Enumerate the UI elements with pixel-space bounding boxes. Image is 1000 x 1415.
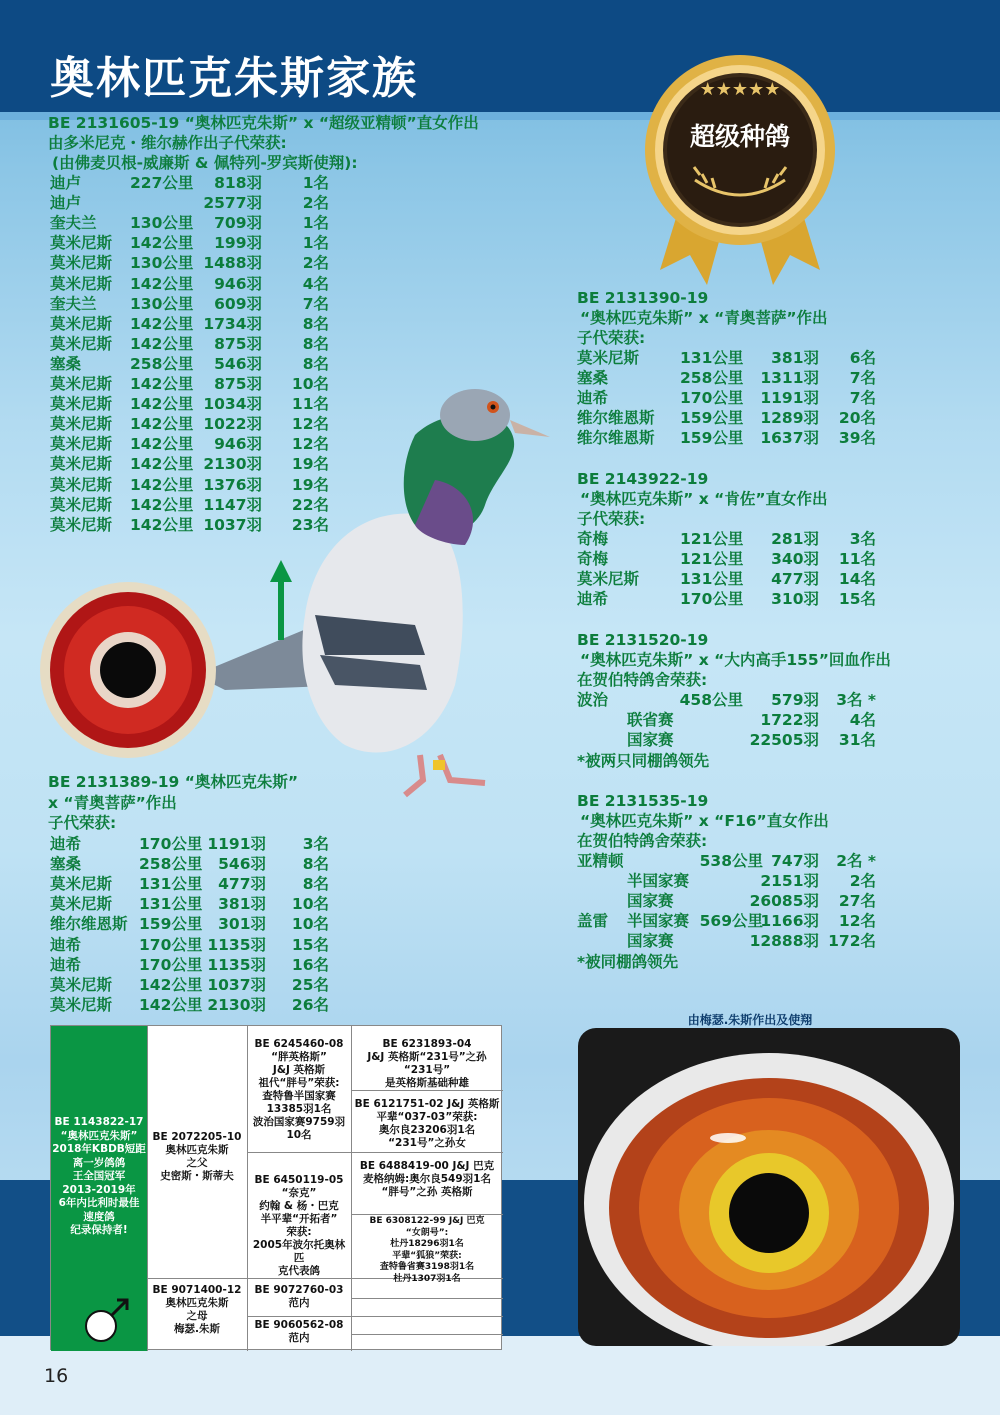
pedigree-line: BE 6450119-05 [254,1174,344,1186]
pedigree-line: BE 6488419-00 J&J 巴克 [359,1160,495,1172]
block1-cell: 19名 [291,455,329,474]
block1-cell: 迪卢 [50,194,82,213]
block5-heading: BE 2131535-19 [577,792,709,810]
block2-cell: 7名 [849,369,876,388]
block5-cell: 亚精顿 [577,852,624,870]
block1-cell: 1376羽 [203,475,262,494]
block1-subheading: 由多米尼克・维尔赫作出子代荣获: [48,134,287,152]
pedigree-sire-sire [249,1038,349,1142]
pedigree-sire [149,1131,245,1183]
block6-cell: 15名 [291,935,329,954]
pedigree-line: BE 9060562-08 [254,1319,344,1331]
block1-cell: 130公里 [130,294,194,313]
block1-cell: 4名 [302,274,329,293]
block2-cell: 381羽 [771,349,819,367]
block1-cell: 1022羽 [203,415,262,434]
block5-cell: 半国家赛 [627,912,690,931]
pedigree-line: 平辈“狐狼”荣获: [392,1250,462,1261]
block6-cell: 1191羽 [207,835,266,853]
block3-cell: 477羽 [771,570,819,589]
svg-text:★★★★★: ★★★★★ [699,79,781,100]
block6-cell: 131公里 [139,875,203,894]
block1-cell: 227公里 [130,174,194,192]
page-number: 16 [44,1365,69,1387]
block1-cell: 142公里 [130,334,194,353]
block1-cell: 8名 [302,354,329,373]
block5-cell: 盖雷 [577,912,609,931]
pedigree-line: 克代表鸽 [278,1265,320,1277]
block6-cell: 258公里 [139,855,203,874]
block1-cell: 7名 [302,294,329,313]
block3-cell: 170公里 [680,590,744,609]
block2-cell: 维尔维恩斯 [577,429,655,448]
pedigree-line: 2018年KBDB短距 [52,1143,146,1155]
block1-row [0,314,1000,334]
block1-cell: 莫米尼斯 [50,435,113,454]
block6-cell: 477羽 [218,875,266,894]
pedigree-line: 6年内比利时最佳 [58,1197,140,1209]
block2-cell: 1191羽 [760,389,819,408]
block6-cell: 142公里 [139,975,203,994]
block1-cell: 塞桑 [50,354,82,373]
block6-row [0,935,1000,955]
pedigree-line: 之父 [186,1157,208,1169]
block1-cell: 142公里 [130,375,194,393]
block1-cell: 142公里 [130,395,194,414]
block6-heading: BE 2131389-19 “奥林匹克朱斯” [48,773,299,791]
block1-row [0,475,1000,495]
block1-row [0,294,1000,314]
block1-cell: 1734羽 [203,314,262,333]
pedigree-line: “231号” [403,1064,451,1076]
block1-cell: 142公里 [130,314,194,333]
block1-cell: 19名 [291,475,329,494]
block1-cell: 莫米尼斯 [50,314,113,333]
block1-cell: 莫米尼斯 [50,415,113,434]
block3-subheading: “奥林匹克朱斯” x “肯佐”直女作出 [580,490,828,508]
block1-cell: 946羽 [214,274,262,293]
block2-cell: 39名 [838,429,876,448]
block4-row [0,690,1000,710]
block2-cell: 159公里 [680,429,744,448]
block1-cell: 莫米尼斯 [50,234,113,253]
block3-cell: 131公里 [680,570,744,589]
block3-cell: 15名 [838,590,876,609]
block6-cell: 170公里 [139,935,203,954]
pedigree-line: BE 2072205-10 [152,1131,242,1143]
block3-cell: 3名 [849,530,876,548]
pedigree-line: 平辈“037-03”荣获: [376,1111,478,1123]
block5-cell: 27名 [838,892,876,911]
block1-cell: 2名 [302,194,329,213]
pedigree-line: 杜丹1307羽1名 [393,1273,461,1284]
block2-row [0,348,1000,368]
block3-cell: 14名 [838,570,876,589]
pedigree-line: BE 9071400-12 [152,1284,242,1296]
block2-cell: 莫米尼斯 [577,349,640,367]
pedigree-line: 杜丹18296羽1名 [390,1239,464,1249]
pedigree-line: 祖代“胖号”荣获: [258,1077,340,1089]
pedigree-line: BE 6121751-02 J&J 英格斯 [354,1098,500,1110]
block6-cell: 159公里 [139,915,203,934]
block3-cell: 310羽 [771,590,819,609]
block1-cell: 2130羽 [203,455,262,474]
block6-cell: 142公里 [139,995,203,1014]
block3-cell: 121公里 [680,530,744,548]
block1-cell: 莫米尼斯 [50,254,113,273]
block5-cell: 国家赛 [627,892,674,911]
block1-cell: 2577羽 [203,194,262,213]
block1-cell: 莫米尼斯 [50,375,113,393]
block1-cell: 875羽 [214,375,262,393]
pedigree-line: 速度鸽 [83,1210,115,1223]
block5-cell: 26085羽 [749,892,819,911]
block6-cell: 301羽 [218,915,266,934]
pedigree-subject [51,1116,147,1238]
pedigree-line: “胖英格斯” [271,1051,327,1063]
block4-cell: 国家赛 [627,731,674,750]
block5-cell: 12名 [838,912,876,931]
block1-cell: 1488羽 [203,254,262,273]
block1-cell: 莫米尼斯 [50,395,113,414]
block4-cell: 4名 [849,711,876,730]
block1-row [0,454,1000,474]
block1-cell: 130公里 [130,214,194,233]
block5-cell: 747羽 [771,852,819,870]
block6-row [0,834,1000,854]
eye-closeup-photo-large [578,1028,960,1346]
pedigree-line: “胖号”之孙 英格斯 [381,1186,473,1198]
block1-row [0,213,1000,233]
pedigree-line: 纪录保持者! [70,1224,128,1236]
block1-cell: 142公里 [130,435,194,454]
block1-cell: 142公里 [130,234,194,253]
block1-heading: BE 2131605-19 “奥林匹克朱斯” x “超级亚精顿”直女作出 [48,114,479,132]
block2-cell: 1637羽 [760,429,819,448]
pedigree-dam-sire [249,1284,349,1310]
pedigree-sire-dam [249,1174,349,1278]
pedigree-line: 奥林匹克朱斯 [165,1297,229,1309]
pedigree-dam-dam [249,1319,349,1345]
block6-cell: 迪希 [50,935,82,954]
pedigree-line: BE 9072760-03 [254,1284,344,1296]
block3-cell: 281羽 [771,530,819,548]
block6-cell: 3名 [302,835,329,853]
block1-cell: 11名 [291,395,329,414]
block6-cell: 塞桑 [50,855,82,874]
block2-cell: 1289羽 [760,409,819,428]
block5-cell: 1166羽 [760,912,819,931]
block2-cell: 6名 [849,349,876,367]
block3-cell: 奇梅 [577,550,609,569]
block6-cell: 546羽 [218,855,266,874]
block1-cell: 奎夫兰 [50,214,97,233]
block6-cell: 170公里 [139,955,203,974]
block3-cell: 莫米尼斯 [577,570,640,589]
pedigree-sds [353,1160,501,1199]
block1-row [0,233,1000,253]
pedigree-line: “奈克” [281,1187,317,1199]
block1-cell: 142公里 [130,274,194,293]
block1-cell: 818羽 [214,174,262,192]
block1-cell: 8名 [302,314,329,333]
pedigree-line: 半平辈“开拓者” [260,1213,338,1225]
page-title: 奥林匹克朱斯家族 [50,53,418,104]
block6-cell: 莫米尼斯 [50,875,113,894]
block5-cell: 2151羽 [760,872,819,891]
block3-cell: 340羽 [771,550,819,569]
block4-row [0,730,1000,750]
block1-cell: 546羽 [214,354,262,373]
block1-cell: 12名 [291,435,329,454]
block1-cell: 莫米尼斯 [50,455,113,474]
pedigree-line: “231号”之孙女 [388,1137,466,1149]
pedigree-line: BE 1143822-17 [54,1116,144,1128]
pedigree-line: 荣获: [286,1226,312,1238]
pedigree-sdd [353,1216,501,1285]
block3-cell: 奇梅 [577,530,609,548]
block1-row [0,253,1000,273]
block6-row [0,995,1000,1015]
pedigree-line: 查特鲁省赛3198羽1名 [379,1262,475,1272]
block3-cell: 迪希 [577,590,609,609]
block1-cell: 莫米尼斯 [50,334,113,353]
block6-cell: 8名 [302,855,329,874]
block5-cell: 12888羽 [749,932,819,951]
block2-cell: 159公里 [680,409,744,428]
block1-cell: 142公里 [130,415,194,434]
block6-cell: 迪希 [50,955,82,974]
block2-label: 子代荣获: [577,329,646,347]
pedigree-line: J&J 英格斯 [272,1064,326,1076]
block1-cell: 258公里 [130,354,194,373]
pedigree-subject-panel [51,1026,147,1351]
block1-cell: 130公里 [130,254,194,273]
block1-cell: 142公里 [130,455,194,474]
block1-row [0,173,1000,193]
block1-cell: 22名 [291,495,329,514]
block2-cell: 20名 [838,409,876,428]
block5-subheading: “奥林匹克朱斯” x “F16”直女作出 [580,812,829,830]
pedigree-line: 奥尔良23206羽1名 [378,1124,476,1136]
block5-cell: 569公里 [699,912,763,931]
block2-cell: 258公里 [680,369,744,388]
block4-footnote: *被两只同棚鸽领先 [577,752,710,770]
block1-cell: 莫米尼斯 [50,475,113,494]
block3-cell: 11名 [838,550,876,569]
block4-cell: 22505羽 [749,731,819,750]
block1-cell: 迪卢 [50,174,82,192]
block6-cell: 25名 [291,975,329,994]
block2-row [0,368,1000,388]
block1-cell: 1037羽 [203,515,262,534]
pedigree-line: 奥林匹克朱斯 [165,1144,229,1156]
block6-row [0,894,1000,914]
block5-cell: 172名 [828,932,876,951]
block6-cell: 迪希 [50,835,82,853]
block1-cell: 609羽 [214,294,262,313]
pedigree-line: 范内 [288,1297,310,1309]
block6-cell: 10名 [291,895,329,914]
block4-cell: 3名 * [836,691,876,709]
block1-cell: 莫米尼斯 [50,495,113,514]
pedigree-line: 梅瑟.朱斯 [174,1323,220,1335]
block1-cell: 1名 [302,214,329,233]
block6-row [0,874,1000,894]
block4-cell: 1722羽 [760,711,819,730]
block1-cell: 199羽 [214,234,262,253]
block1-cell: 莫米尼斯 [50,274,113,293]
block1-cell: 8名 [302,334,329,353]
block6-cell: 381羽 [218,895,266,914]
block6-label: 子代荣获: [48,814,117,832]
male-symbol-icon [83,1294,133,1344]
block3-row [0,529,1000,549]
block1-cell: 142公里 [130,495,194,514]
pedigree-line: BE 6308122-99 J&J 巴克 [369,1216,485,1226]
block1-cell: 2名 [302,254,329,273]
block2-cell: 170公里 [680,389,744,408]
pedigree-line: 13385羽1名 [266,1103,332,1115]
block1-cell: 奎夫兰 [50,294,97,313]
pedigree-line: 史密斯・斯蒂夫 [160,1170,234,1182]
block6-cell: 16名 [291,955,329,974]
block3-cell: 121公里 [680,550,744,569]
block1-row [0,193,1000,213]
block6-subheading: x “青奥菩萨”作出 [48,794,177,812]
block6-cell: 26名 [291,995,329,1014]
block4-cell: 联省赛 [627,711,674,730]
block1-cell: 23名 [291,515,329,534]
medal-label: 超级种鸽 [689,122,790,151]
block5-cell: 538公里 [699,852,763,870]
pedigree-line: 离一岁鸽鸽 [72,1156,126,1169]
pedigree-line: 波治国家赛9759羽 [252,1116,346,1128]
block1-cell: 142公里 [130,475,194,494]
block6-cell: 1037羽 [207,975,266,994]
block5-label: 在贺伯特鸽舍荣获: [577,832,708,850]
block1-cell: 莫米尼斯 [50,515,113,534]
block6-cell: 莫米尼斯 [50,995,113,1014]
pedigree-line: 是英格斯基础种雄 [385,1077,469,1089]
block1-cell: 1名 [302,234,329,253]
block4-row [0,710,1000,730]
pedigree-line: 范内 [288,1332,310,1344]
block1-cell: 946羽 [214,435,262,454]
block6-row [0,955,1000,975]
block2-cell: 塞桑 [577,369,609,388]
block6-cell: 8名 [302,875,329,894]
block6-cell: 维尔维恩斯 [50,915,128,934]
block3-heading: BE 2143922-19 [577,470,709,488]
block4-label: 在贺伯特鸽舍荣获: [577,671,708,689]
block6-cell: 2130羽 [207,995,266,1014]
block5-footnote: *被同棚鸽领先 [577,953,679,971]
pedigree-line: 麦格纳姆:奥尔良549羽1名 [363,1173,491,1185]
block3-row [0,569,1000,589]
block6-cell: 10名 [291,915,329,934]
block2-row [0,428,1000,448]
pedigree-line: BE 6245460-08 [254,1038,344,1050]
block4-cell: 458公里 [679,691,743,709]
block5-cell: 2名 * [836,852,876,870]
block3-row [0,549,1000,569]
block1-cell: 1034羽 [203,395,262,414]
block5-cell: 2名 [849,872,876,891]
block1-row [0,274,1000,294]
block6-row [0,854,1000,874]
block3-label: 子代荣获: [577,510,646,528]
block5-cell: 半国家赛 [627,872,690,891]
block6-cell: 170公里 [139,835,203,853]
pedigree-line: “奥林匹克朱斯” [60,1129,138,1142]
pedigree-line: J&J 英格斯“231号”之孙 [367,1051,487,1063]
pedigree-line: 之母 [186,1310,208,1322]
block6-row [0,914,1000,934]
block1-cell: 709羽 [214,214,262,233]
block1-cell: 875羽 [214,334,262,353]
pedigree-sss [353,1038,501,1090]
block1-cell: 10名 [291,375,329,393]
block6-cell: 莫米尼斯 [50,975,113,994]
block6-cell: 莫米尼斯 [50,895,113,914]
block6-cell: 1135羽 [207,955,266,974]
block4-cell: 31名 [838,731,876,750]
pedigree-line: 2013-2019年 [62,1183,136,1196]
block4-cell: 波治 [577,691,609,709]
block1-cell: 142公里 [130,515,194,534]
pedigree-line: 查特鲁半国家赛 [262,1090,336,1102]
pedigree-line: 约翰 & 杨・巴克 [259,1200,339,1212]
block4-cell: 579羽 [771,691,819,709]
pedigree-line: 2005年波尔托奥林匹 [252,1239,346,1264]
block2-subheading: “奥林匹克朱斯” x “青奥菩萨”作出 [580,309,828,327]
block3-row [0,589,1000,609]
block2-heading: BE 2131390-19 [577,289,709,307]
block1-cell: 1名 [302,174,329,192]
block6-cell: 131公里 [139,895,203,914]
block6-row [0,975,1000,995]
block2-cell: 131公里 [680,349,744,367]
block4-heading: BE 2131520-19 [577,631,709,649]
block1-cell: 12名 [291,415,329,434]
block5-cell: 国家赛 [627,932,674,951]
pedigree-line: “女朗号”: [405,1227,449,1238]
block1-cell: 1147羽 [203,495,262,514]
pedigree-line: 王全国冠军 [72,1170,126,1182]
pedigree-line: 10名 [286,1129,312,1141]
block1-row [0,495,1000,515]
block6-cell: 1135羽 [207,935,266,954]
pedigree-line: BE 6231893-04 [382,1038,472,1050]
block2-cell: 1311羽 [760,369,819,388]
block2-row [0,388,1000,408]
block2-cell: 维尔维恩斯 [577,409,655,428]
block2-cell: 7名 [849,389,876,408]
block1-note: (由佛麦贝根-威廉斯 & 佩特列-罗宾斯使翔): [52,154,358,172]
block2-row [0,408,1000,428]
pedigree-ssd [353,1098,501,1150]
block2-cell: 迪希 [577,389,609,408]
block4-subheading: “奥林匹克朱斯” x “大内高手155”回血作出 [580,651,891,669]
photo-credit: 由梅瑟.朱斯作出及使翔 [687,1013,813,1027]
pedigree-dam [149,1284,245,1336]
pedigree-chart [50,1025,502,1350]
